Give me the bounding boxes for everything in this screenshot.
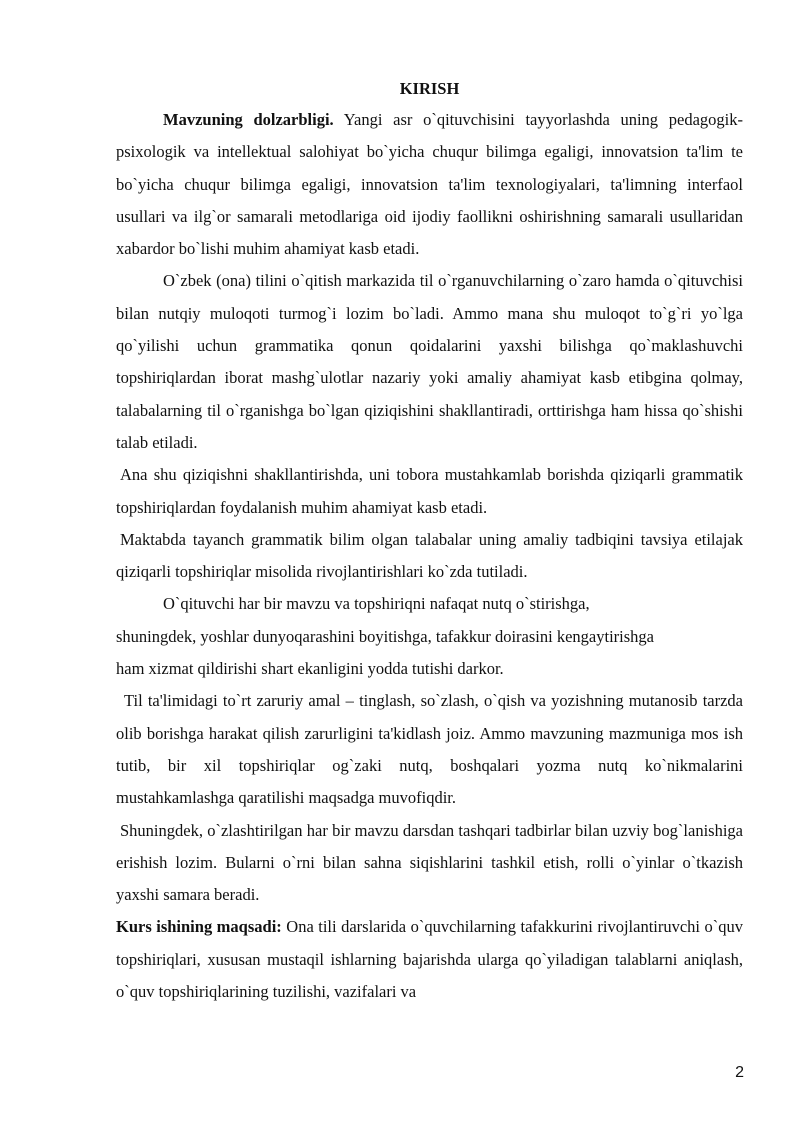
paragraph-relevance: [116, 104, 743, 265]
paragraph-uzbek-language: O`zbek (ona) tilini o`qitish markazida til o`rganuvchilarning o`zaro hamda o`qituvchisi bilan nutqiy muloqoti turmog`i lozim bo`ladi. Ammo mana shu muloqot to`g`ri yo`lga qo`yilishi uchun grammatika qonun qoidalarini yaxshi bilishga qo`maklashuvchi topshiriqlardan iborat mashg`ulotlar nazariy yoki amaliy ahamiyat kasb etibgina qolmay, talabalarning til o`rganishga bo`lgan qiziqishini shakllantiradi, orttirishga ham hissa qo`shishi talab etiladi.: [116, 271, 743, 452]
teacher-line-3: ham xizmat qildirishi shart ekanligini yodda tutishi darkor.: [116, 659, 504, 679]
paragraph-extracurricular: Shuningdek, o`zlashtirilgan har bir mavzu darsdan tashqari tadbirlar bilan uzviy bog`lanishiga erishish lozim. Bularni o`rni bilan sahna siqishlarini tashkil etish, rolli o`yinlar o`tkazish yaxshi samara beradi.: [116, 820, 743, 905]
relevance-heading: Mavzuning dolzarbligi.: [163, 110, 334, 129]
paragraph-school: Maktabda tayanch grammatik bilim olgan talabalar uning amaliy tadbiqini tavsiya etilajak qiziqarli topshiriqlar misolida rivojlantirishlari ko`zda tutiladi.: [116, 529, 743, 582]
course-goal-text: Ona tili darslarida o`quvchilarning tafakkurini rivojlantiruvchi o`quv topshiriqlari, xususan mustaqil ishlarning bajarishda ularga qo`yiladigan talablarni aniqlash, o`quv topshiriqlarining tuzilishi, vazifalari va: [116, 917, 744, 1002]
course-goal-heading: Kurs ishining maqsadi:: [116, 917, 282, 937]
page-number: 2: [735, 1064, 744, 1081]
paragraph-course-goal: [116, 911, 743, 1008]
page-title: KIRISH: [399, 79, 460, 98]
paragraph-teacher: [116, 588, 743, 685]
teacher-line-1: O`qituvchi har bir mavzu va topshiriqni nafaqat nutq o`stirishga,: [163, 594, 590, 614]
document-page: [116, 74, 743, 1008]
relevance-text: Yangi asr o`qituvchisini tayyorlashda uning pedagogik-psixologik va intellektual salohiyat bo`yicha chuqur bilimga egaligi, innovatsion ta'lim te bo`yicha chuqur bilimga egaligi, innovatsion ta'lim texnologiyalari, ta'limning interfaol usullari va ilg`or samarali metodlariga oid ijodiy faollikni oshirishning samarali usullaridan xabardor bo`lishi muhim ahamiyat kasb etadi.: [116, 110, 743, 259]
paragraph-four-skills: Til ta'limidagi to`rt zaruriy amal – tinglash, so`zlash, o`qish va yozishning mutanosib tarzda olib borishga harakat qilish zarurligini ta'kidlash joiz. Ammo mavzuning mazmuniga mos ish tutib, bir xil topshiriqlar og`zaki nutq, boshqalari yozma nutq ko`nikmalarini mustahkamlashga qaratilishi maqsadga muvofiqdir.: [116, 691, 743, 808]
paragraph-interest: Ana shu qiziqishni shakllantirishda, uni tobora mustahkamlab borishda qiziqarli grammatik topshiriqlardan foydalanish muhim ahamiyat kasb etadi.: [116, 465, 743, 517]
teacher-line-2: shuningdek, yoshlar dunyoqarashini boyitishga, tafakkur doirasini kengaytirishga: [116, 626, 654, 646]
